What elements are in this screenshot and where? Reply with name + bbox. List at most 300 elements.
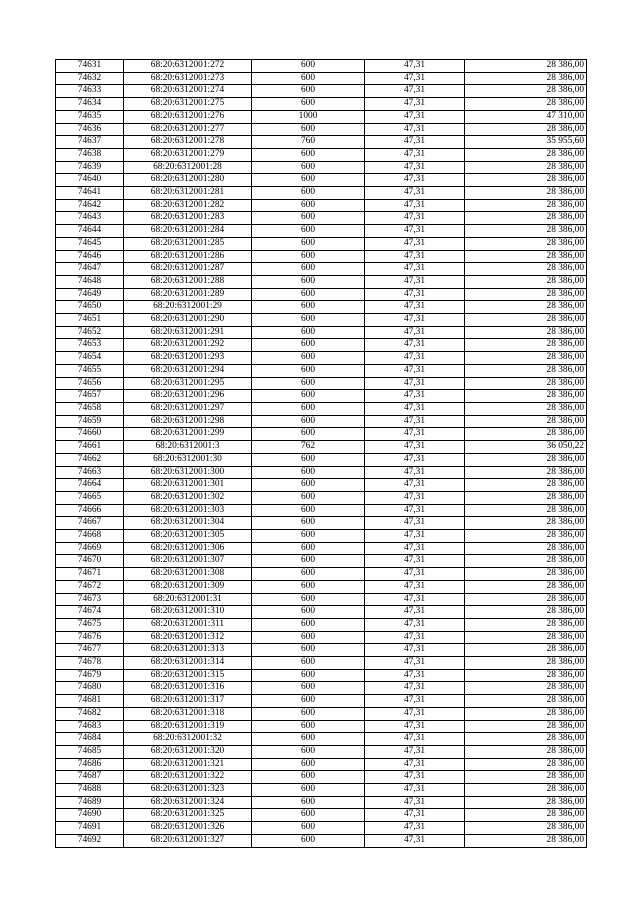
table-row xyxy=(56,250,587,263)
area-cell: 600 xyxy=(252,187,365,200)
cadastral-number-cell: 68:20:6312001:296 xyxy=(124,390,252,403)
amount-cell: 28 386,00 xyxy=(465,339,587,352)
area-cell: 600 xyxy=(252,199,365,212)
table-row xyxy=(56,644,587,657)
cadastral-number-cell: 68:20:6312001:327 xyxy=(124,834,252,847)
amount-cell: 28 386,00 xyxy=(465,98,587,111)
row-number-cell: 74672 xyxy=(56,580,124,593)
rate-cell: 47,31 xyxy=(365,822,465,835)
row-number-cell: 74643 xyxy=(56,212,124,225)
area-cell: 600 xyxy=(252,682,365,695)
rate-cell: 47,31 xyxy=(365,707,465,720)
cadastral-number-cell: 68:20:6312001:275 xyxy=(124,98,252,111)
row-number-cell: 74674 xyxy=(56,606,124,619)
area-cell: 600 xyxy=(252,606,365,619)
amount-cell: 28 386,00 xyxy=(465,275,587,288)
rate-cell: 47,31 xyxy=(365,796,465,809)
table-row xyxy=(56,809,587,822)
area-cell: 600 xyxy=(252,504,365,517)
area-cell: 600 xyxy=(252,822,365,835)
row-number-cell: 74663 xyxy=(56,466,124,479)
area-cell: 600 xyxy=(252,263,365,276)
area-cell: 600 xyxy=(252,466,365,479)
table-row xyxy=(56,695,587,708)
table-row xyxy=(56,148,587,161)
area-cell: 600 xyxy=(252,339,365,352)
row-number-cell: 74657 xyxy=(56,390,124,403)
amount-cell: 28 386,00 xyxy=(465,644,587,657)
rate-cell: 47,31 xyxy=(365,580,465,593)
rate-cell: 47,31 xyxy=(365,72,465,85)
amount-cell: 28 386,00 xyxy=(465,568,587,581)
rate-cell: 47,31 xyxy=(365,326,465,339)
cadastral-number-cell: 68:20:6312001:297 xyxy=(124,402,252,415)
amount-cell: 28 386,00 xyxy=(465,784,587,797)
rate-cell: 47,31 xyxy=(365,237,465,250)
rate-cell: 47,31 xyxy=(365,390,465,403)
table-row xyxy=(56,504,587,517)
table-row xyxy=(56,174,587,187)
table-row xyxy=(56,707,587,720)
amount-cell: 28 386,00 xyxy=(465,530,587,543)
cadastral-number-cell: 68:20:6312001:28 xyxy=(124,161,252,174)
area-cell: 600 xyxy=(252,72,365,85)
rate-cell: 47,31 xyxy=(365,263,465,276)
amount-cell: 28 386,00 xyxy=(465,809,587,822)
table-row xyxy=(56,466,587,479)
cadastral-number-cell: 68:20:6312001:326 xyxy=(124,822,252,835)
amount-cell: 28 386,00 xyxy=(465,631,587,644)
row-number-cell: 74678 xyxy=(56,657,124,670)
cadastral-number-cell: 68:20:6312001:312 xyxy=(124,631,252,644)
table-row xyxy=(56,618,587,631)
rate-cell: 47,31 xyxy=(365,98,465,111)
table-row xyxy=(56,377,587,390)
rate-cell: 47,31 xyxy=(365,110,465,123)
row-number-cell: 74636 xyxy=(56,123,124,136)
amount-cell: 28 386,00 xyxy=(465,225,587,238)
table-row xyxy=(56,720,587,733)
cadastral-number-cell: 68:20:6312001:286 xyxy=(124,250,252,263)
row-number-cell: 74669 xyxy=(56,542,124,555)
table-row xyxy=(56,669,587,682)
row-number-cell: 74649 xyxy=(56,288,124,301)
table-row xyxy=(56,225,587,238)
row-number-cell: 74680 xyxy=(56,682,124,695)
amount-cell: 28 386,00 xyxy=(465,580,587,593)
row-number-cell: 74641 xyxy=(56,187,124,200)
row-number-cell: 74667 xyxy=(56,517,124,530)
area-cell: 600 xyxy=(252,390,365,403)
amount-cell: 28 386,00 xyxy=(465,352,587,365)
row-number-cell: 74668 xyxy=(56,530,124,543)
amount-cell: 28 386,00 xyxy=(465,669,587,682)
cadastral-number-cell: 68:20:6312001:317 xyxy=(124,695,252,708)
row-number-cell: 74676 xyxy=(56,631,124,644)
row-number-cell: 74639 xyxy=(56,161,124,174)
row-number-cell: 74666 xyxy=(56,504,124,517)
cadastral-number-cell: 68:20:6312001:300 xyxy=(124,466,252,479)
cadastral-number-cell: 68:20:6312001:321 xyxy=(124,758,252,771)
table-row xyxy=(56,834,587,847)
table-row xyxy=(56,428,587,441)
row-number-cell: 74662 xyxy=(56,453,124,466)
amount-cell: 28 386,00 xyxy=(465,212,587,225)
rate-cell: 47,31 xyxy=(365,758,465,771)
amount-cell: 28 386,00 xyxy=(465,123,587,136)
row-number-cell: 74686 xyxy=(56,758,124,771)
rate-cell: 47,31 xyxy=(365,377,465,390)
table-row xyxy=(56,136,587,149)
row-number-cell: 74658 xyxy=(56,402,124,415)
table-row xyxy=(56,441,587,454)
table-row xyxy=(56,784,587,797)
cadastral-number-cell: 68:20:6312001:274 xyxy=(124,85,252,98)
row-number-cell: 74689 xyxy=(56,796,124,809)
area-cell: 600 xyxy=(252,796,365,809)
rate-cell: 47,31 xyxy=(365,517,465,530)
table-row xyxy=(56,822,587,835)
area-cell: 600 xyxy=(252,174,365,187)
row-number-cell: 74684 xyxy=(56,733,124,746)
amount-cell: 28 386,00 xyxy=(465,606,587,619)
row-number-cell: 74638 xyxy=(56,148,124,161)
row-number-cell: 74646 xyxy=(56,250,124,263)
row-number-cell: 74644 xyxy=(56,225,124,238)
rate-cell: 47,31 xyxy=(365,682,465,695)
amount-cell: 28 386,00 xyxy=(465,745,587,758)
row-number-cell: 74640 xyxy=(56,174,124,187)
row-number-cell: 74691 xyxy=(56,822,124,835)
row-number-cell: 74655 xyxy=(56,364,124,377)
amount-cell: 28 386,00 xyxy=(465,364,587,377)
rate-cell: 47,31 xyxy=(365,187,465,200)
rate-cell: 47,31 xyxy=(365,809,465,822)
table-row xyxy=(56,733,587,746)
row-number-cell: 74631 xyxy=(56,60,124,73)
row-number-cell: 74632 xyxy=(56,72,124,85)
cadastral-number-cell: 68:20:6312001:277 xyxy=(124,123,252,136)
row-number-cell: 74647 xyxy=(56,263,124,276)
amount-cell: 28 386,00 xyxy=(465,314,587,327)
row-number-cell: 74677 xyxy=(56,644,124,657)
row-number-cell: 74679 xyxy=(56,669,124,682)
area-cell: 600 xyxy=(252,784,365,797)
rate-cell: 47,31 xyxy=(365,745,465,758)
rate-cell: 47,31 xyxy=(365,212,465,225)
rate-cell: 47,31 xyxy=(365,542,465,555)
cadastral-number-cell: 68:20:6312001:311 xyxy=(124,618,252,631)
rate-cell: 47,31 xyxy=(365,402,465,415)
amount-cell: 35 955,60 xyxy=(465,136,587,149)
table-row xyxy=(56,568,587,581)
cadastral-number-cell: 68:20:6312001:287 xyxy=(124,263,252,276)
amount-cell: 28 386,00 xyxy=(465,402,587,415)
cadastral-number-cell: 68:20:6312001:318 xyxy=(124,707,252,720)
table-row xyxy=(56,796,587,809)
area-cell: 600 xyxy=(252,530,365,543)
row-number-cell: 74690 xyxy=(56,809,124,822)
area-cell: 600 xyxy=(252,707,365,720)
cadastral-number-cell: 68:20:6312001:29 xyxy=(124,301,252,314)
area-cell: 600 xyxy=(252,123,365,136)
table-row xyxy=(56,453,587,466)
cadastral-number-cell: 68:20:6312001:294 xyxy=(124,364,252,377)
table-row xyxy=(56,491,587,504)
rate-cell: 47,31 xyxy=(365,364,465,377)
row-number-cell: 74671 xyxy=(56,568,124,581)
table-row xyxy=(56,60,587,73)
area-cell: 600 xyxy=(252,618,365,631)
table-row xyxy=(56,606,587,619)
area-cell: 600 xyxy=(252,695,365,708)
rate-cell: 47,31 xyxy=(365,136,465,149)
area-cell: 600 xyxy=(252,60,365,73)
cadastral-number-cell: 68:20:6312001:278 xyxy=(124,136,252,149)
row-number-cell: 74645 xyxy=(56,237,124,250)
amount-cell: 28 386,00 xyxy=(465,174,587,187)
table-row xyxy=(56,364,587,377)
table-row xyxy=(56,263,587,276)
cadastral-number-cell: 68:20:6312001:302 xyxy=(124,491,252,504)
amount-cell: 47 310,00 xyxy=(465,110,587,123)
cadastral-number-cell: 68:20:6312001:307 xyxy=(124,555,252,568)
row-number-cell: 74660 xyxy=(56,428,124,441)
row-number-cell: 74648 xyxy=(56,275,124,288)
row-number-cell: 74670 xyxy=(56,555,124,568)
row-number-cell: 74688 xyxy=(56,784,124,797)
row-number-cell: 74650 xyxy=(56,301,124,314)
area-cell: 600 xyxy=(252,733,365,746)
cadastral-number-cell: 68:20:6312001:281 xyxy=(124,187,252,200)
cadastral-number-cell: 68:20:6312001:3 xyxy=(124,441,252,454)
cadastral-number-cell: 68:20:6312001:292 xyxy=(124,339,252,352)
cadastral-number-cell: 68:20:6312001:282 xyxy=(124,199,252,212)
row-number-cell: 74661 xyxy=(56,441,124,454)
area-cell: 600 xyxy=(252,377,365,390)
rate-cell: 47,31 xyxy=(365,784,465,797)
area-cell: 600 xyxy=(252,161,365,174)
rate-cell: 47,31 xyxy=(365,123,465,136)
cadastral-number-cell: 68:20:6312001:308 xyxy=(124,568,252,581)
amount-cell: 28 386,00 xyxy=(465,707,587,720)
cadastral-number-cell: 68:20:6312001:283 xyxy=(124,212,252,225)
row-number-cell: 74675 xyxy=(56,618,124,631)
amount-cell: 28 386,00 xyxy=(465,504,587,517)
area-cell: 600 xyxy=(252,98,365,111)
table-row xyxy=(56,123,587,136)
amount-cell: 28 386,00 xyxy=(465,415,587,428)
rate-cell: 47,31 xyxy=(365,555,465,568)
row-number-cell: 74637 xyxy=(56,136,124,149)
row-number-cell: 74633 xyxy=(56,85,124,98)
row-number-cell: 74682 xyxy=(56,707,124,720)
area-cell: 600 xyxy=(252,148,365,161)
table-row xyxy=(56,85,587,98)
rate-cell: 47,31 xyxy=(365,339,465,352)
row-number-cell: 74687 xyxy=(56,771,124,784)
cadastral-number-cell: 68:20:6312001:310 xyxy=(124,606,252,619)
cadastral-number-cell: 68:20:6312001:319 xyxy=(124,720,252,733)
amount-cell: 28 386,00 xyxy=(465,288,587,301)
area-cell: 600 xyxy=(252,301,365,314)
area-cell: 600 xyxy=(252,555,365,568)
cadastral-number-cell: 68:20:6312001:316 xyxy=(124,682,252,695)
area-cell: 600 xyxy=(252,669,365,682)
row-number-cell: 74634 xyxy=(56,98,124,111)
area-cell: 600 xyxy=(252,568,365,581)
rate-cell: 47,31 xyxy=(365,301,465,314)
rate-cell: 47,31 xyxy=(365,834,465,847)
table-row xyxy=(56,745,587,758)
area-cell: 760 xyxy=(252,136,365,149)
rate-cell: 47,31 xyxy=(365,644,465,657)
cadastral-number-cell: 68:20:6312001:315 xyxy=(124,669,252,682)
table-row xyxy=(56,479,587,492)
amount-cell: 28 386,00 xyxy=(465,72,587,85)
cadastral-number-cell: 68:20:6312001:32 xyxy=(124,733,252,746)
amount-cell: 28 386,00 xyxy=(465,428,587,441)
area-cell: 600 xyxy=(252,771,365,784)
cadastral-number-cell: 68:20:6312001:280 xyxy=(124,174,252,187)
area-cell: 600 xyxy=(252,479,365,492)
amount-cell: 28 386,00 xyxy=(465,453,587,466)
amount-cell: 28 386,00 xyxy=(465,517,587,530)
cadastral-number-cell: 68:20:6312001:279 xyxy=(124,148,252,161)
rate-cell: 47,31 xyxy=(365,771,465,784)
area-cell: 600 xyxy=(252,745,365,758)
rate-cell: 47,31 xyxy=(365,85,465,98)
cadastral-number-cell: 68:20:6312001:291 xyxy=(124,326,252,339)
table-row xyxy=(56,593,587,606)
amount-cell: 28 386,00 xyxy=(465,377,587,390)
table-row xyxy=(56,187,587,200)
amount-cell: 28 386,00 xyxy=(465,555,587,568)
row-number-cell: 74683 xyxy=(56,720,124,733)
cadastral-number-cell: 68:20:6312001:299 xyxy=(124,428,252,441)
amount-cell: 28 386,00 xyxy=(465,822,587,835)
row-number-cell: 74681 xyxy=(56,695,124,708)
area-cell: 600 xyxy=(252,402,365,415)
amount-cell: 28 386,00 xyxy=(465,237,587,250)
area-cell: 600 xyxy=(252,517,365,530)
table-row xyxy=(56,758,587,771)
table-row xyxy=(56,199,587,212)
rate-cell: 47,31 xyxy=(365,174,465,187)
area-cell: 600 xyxy=(252,85,365,98)
rate-cell: 47,31 xyxy=(365,491,465,504)
table-row xyxy=(56,580,587,593)
cadastral-number-cell: 68:20:6312001:324 xyxy=(124,796,252,809)
amount-cell: 28 386,00 xyxy=(465,199,587,212)
cadastral-number-cell: 68:20:6312001:322 xyxy=(124,771,252,784)
amount-cell: 28 386,00 xyxy=(465,250,587,263)
cadastral-number-cell: 68:20:6312001:325 xyxy=(124,809,252,822)
rate-cell: 47,31 xyxy=(365,199,465,212)
rate-cell: 47,31 xyxy=(365,504,465,517)
rate-cell: 47,31 xyxy=(365,733,465,746)
area-cell: 600 xyxy=(252,352,365,365)
cadastral-number-cell: 68:20:6312001:309 xyxy=(124,580,252,593)
rate-cell: 47,31 xyxy=(365,720,465,733)
cadastral-number-cell: 68:20:6312001:314 xyxy=(124,657,252,670)
rate-cell: 47,31 xyxy=(365,352,465,365)
row-number-cell: 74656 xyxy=(56,377,124,390)
table-row xyxy=(56,98,587,111)
amount-cell: 28 386,00 xyxy=(465,834,587,847)
table-row xyxy=(56,110,587,123)
amount-cell: 28 386,00 xyxy=(465,479,587,492)
area-cell: 600 xyxy=(252,364,365,377)
cadastral-number-cell: 68:20:6312001:320 xyxy=(124,745,252,758)
row-number-cell: 74654 xyxy=(56,352,124,365)
rate-cell: 47,31 xyxy=(365,618,465,631)
rate-cell: 47,31 xyxy=(365,60,465,73)
cadastral-number-cell: 68:20:6312001:303 xyxy=(124,504,252,517)
amount-cell: 28 386,00 xyxy=(465,758,587,771)
row-number-cell: 74685 xyxy=(56,745,124,758)
amount-cell: 28 386,00 xyxy=(465,466,587,479)
cadastral-number-cell: 68:20:6312001:306 xyxy=(124,542,252,555)
table-row xyxy=(56,72,587,85)
table-row xyxy=(56,314,587,327)
area-cell: 600 xyxy=(252,428,365,441)
rate-cell: 47,31 xyxy=(365,631,465,644)
amount-cell: 28 386,00 xyxy=(465,85,587,98)
cadastral-number-cell: 68:20:6312001:284 xyxy=(124,225,252,238)
row-number-cell: 74692 xyxy=(56,834,124,847)
cadastral-number-cell: 68:20:6312001:285 xyxy=(124,237,252,250)
table-row xyxy=(56,275,587,288)
rate-cell: 47,31 xyxy=(365,441,465,454)
table-row xyxy=(56,415,587,428)
table-row xyxy=(56,352,587,365)
area-cell: 762 xyxy=(252,441,365,454)
area-cell: 600 xyxy=(252,453,365,466)
table-row xyxy=(56,390,587,403)
cadastral-number-cell: 68:20:6312001:31 xyxy=(124,593,252,606)
amount-cell: 28 386,00 xyxy=(465,682,587,695)
table-row xyxy=(56,682,587,695)
amount-cell: 28 386,00 xyxy=(465,771,587,784)
table-row xyxy=(56,657,587,670)
rate-cell: 47,31 xyxy=(365,161,465,174)
cadastral-number-cell: 68:20:6312001:305 xyxy=(124,530,252,543)
rate-cell: 47,31 xyxy=(365,657,465,670)
amount-cell: 28 386,00 xyxy=(465,161,587,174)
area-cell: 600 xyxy=(252,580,365,593)
table-row xyxy=(56,631,587,644)
row-number-cell: 74659 xyxy=(56,415,124,428)
area-cell: 600 xyxy=(252,657,365,670)
area-cell: 600 xyxy=(252,275,365,288)
table-row xyxy=(56,555,587,568)
row-number-cell: 74653 xyxy=(56,339,124,352)
rate-cell: 47,31 xyxy=(365,530,465,543)
rate-cell: 47,31 xyxy=(365,288,465,301)
row-number-cell: 74635 xyxy=(56,110,124,123)
amount-cell: 28 386,00 xyxy=(465,618,587,631)
area-cell: 600 xyxy=(252,288,365,301)
table-row xyxy=(56,771,587,784)
rate-cell: 47,31 xyxy=(365,275,465,288)
amount-cell: 28 386,00 xyxy=(465,491,587,504)
amount-cell: 28 386,00 xyxy=(465,720,587,733)
rate-cell: 47,31 xyxy=(365,479,465,492)
amount-cell: 28 386,00 xyxy=(465,593,587,606)
rate-cell: 47,31 xyxy=(365,250,465,263)
rate-cell: 47,31 xyxy=(365,453,465,466)
